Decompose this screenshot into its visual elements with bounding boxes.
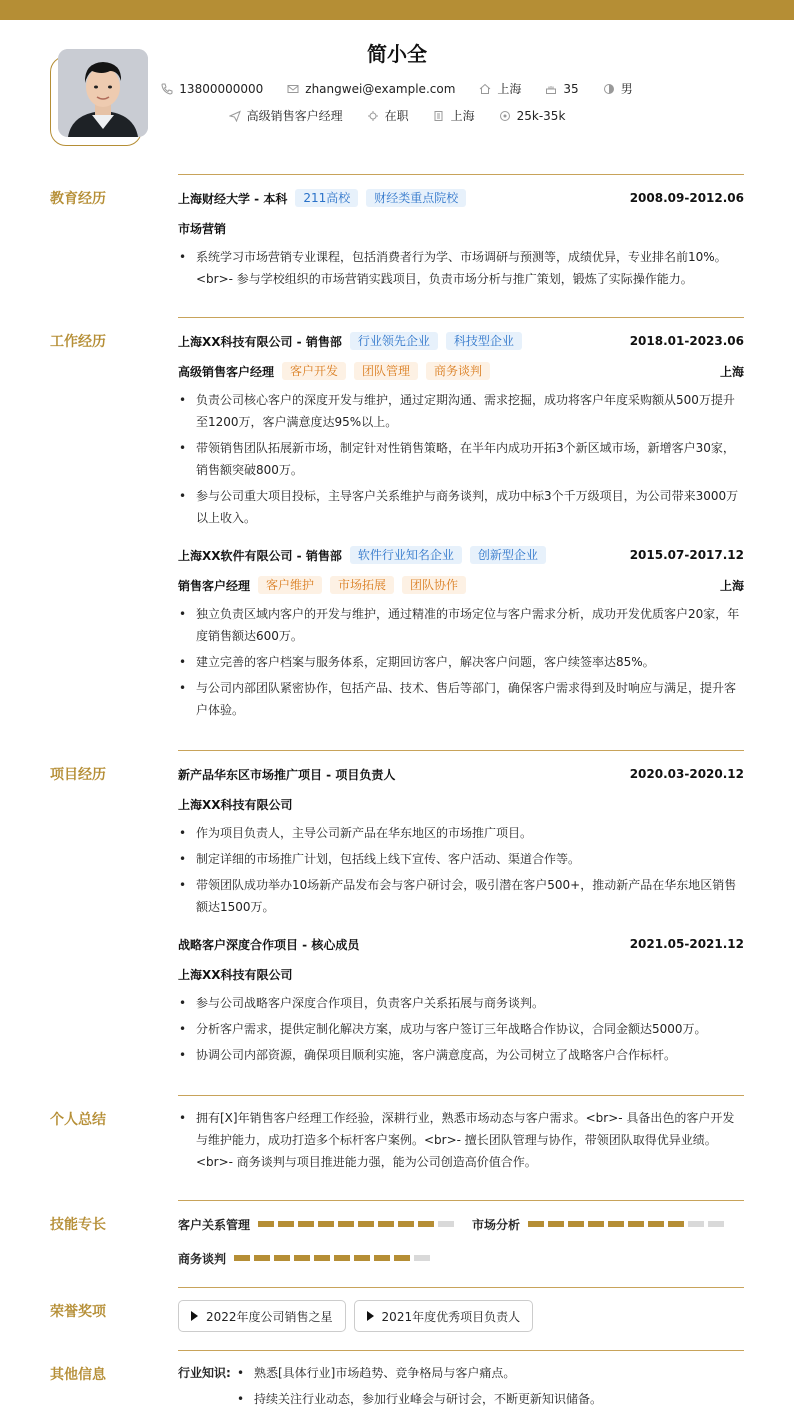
send-icon [229, 110, 241, 122]
list-item: • 与公司内部团队紧密协作，包括产品、技术、售后等部门，确保客户需求得到及时响应与满足，提升客户体验。 [178, 677, 744, 721]
role-tag: 市场拓展 [330, 576, 394, 594]
work-title: 工作经历 [50, 334, 106, 350]
skill-level-segment [418, 1221, 434, 1227]
other-title: 其他信息 [50, 1367, 106, 1383]
company-name: 上海XX软件有限公司 - 销售部 [178, 548, 342, 563]
role-tag: 商务谈判 [426, 362, 490, 380]
skill-level-segment [254, 1255, 270, 1261]
other-bullets [236, 1362, 602, 1414]
skill-level-segment [548, 1221, 564, 1227]
project-name: 新产品华东区市场推广项目 - 项目负责人 [178, 767, 396, 782]
project-period: 2021.05-2021.12 [629, 937, 744, 951]
gear-icon [367, 110, 379, 122]
candidate-name: 简小全 [367, 42, 427, 66]
mail-icon [287, 83, 299, 95]
skill-name: 市场分析 [472, 1217, 521, 1232]
school-tag: 211高校 [295, 189, 358, 207]
award-label: 2021年度优秀项目负责人 [381, 1309, 521, 1324]
job-period: 2018.01-2023.06 [629, 334, 744, 348]
list-item: • 持续关注行业动态，参加行业峰会与研讨会，不断更新知识储备。 [236, 1388, 602, 1410]
location-item [479, 80, 521, 97]
project-period: 2020.03-2020.12 [629, 767, 744, 781]
skill-item [178, 1212, 458, 1236]
skill-level-segment [298, 1221, 314, 1227]
role-tag: 客户开发 [282, 362, 346, 380]
summary-title: 个人总结 [50, 1112, 106, 1128]
target-city-text: 上海 [450, 109, 475, 123]
project-company: 上海XX科技有限公司 [178, 797, 293, 812]
list-item: • 系统学习市场营销专业课程，包括消费者行为学、市场调研与预测等，成绩优异，专业排名前10%。<br>- 参与学校组织的市场营销实践项目，负责市场分析与推广策划，锻炼了实际操作能力。 [178, 246, 744, 290]
status-text: 在职 [384, 109, 409, 123]
play-icon [367, 1311, 374, 1321]
project-header-row [178, 932, 744, 956]
phone-item [161, 82, 263, 96]
contact-line [0, 80, 794, 97]
project-header-row [178, 762, 744, 786]
list-item: • 作为项目负责人，主导公司新产品在华东地区的市场推广项目。 [178, 822, 744, 844]
skill-level-segment [414, 1255, 430, 1261]
company-tag: 创新型企业 [470, 546, 546, 564]
gender-item [603, 80, 633, 97]
role-tag: 团队协作 [402, 576, 466, 594]
skill-level-segment [688, 1221, 704, 1227]
skill-level-segment [588, 1221, 604, 1227]
skill-item [178, 1246, 434, 1270]
email-item [287, 82, 455, 96]
skills-body [178, 1200, 744, 1280]
skill-level-segment [334, 1255, 350, 1261]
project-body [178, 750, 744, 1070]
target-city-item [433, 107, 475, 124]
job-intent-line [0, 107, 794, 124]
job-city: 上海 [719, 578, 744, 593]
list-item: • 熟悉[具体行业]市场趋势、竞争格局与客户痛点。 [236, 1362, 602, 1384]
skills-title: 技能专长 [50, 1217, 106, 1233]
project-company-row [178, 792, 744, 816]
gender-icon [603, 83, 615, 95]
award-label: 2022年度公司销售之星 [206, 1309, 333, 1324]
company-name: 上海XX科技有限公司 - 销售部 [178, 334, 342, 349]
award-item[interactable] [354, 1300, 534, 1332]
company-tag: 行业领先企业 [350, 332, 438, 350]
skill-name: 商务谈判 [178, 1251, 227, 1266]
other-body [178, 1350, 744, 1414]
skill-level-bar [258, 1221, 458, 1227]
job-city: 上海 [719, 364, 744, 379]
phone-text: 13800000000 [179, 81, 264, 96]
skill-level-segment [398, 1221, 414, 1227]
skill-level-segment [708, 1221, 724, 1227]
project-company: 上海XX科技有限公司 [178, 967, 293, 982]
skill-level-segment [314, 1255, 330, 1261]
education-bullets [178, 246, 744, 290]
email-text: zhangwei@example.com [305, 81, 456, 96]
salary-item [499, 109, 566, 123]
job-role-row [178, 359, 744, 383]
home-icon [479, 83, 491, 95]
skill-level-segment [608, 1221, 624, 1227]
summary-body [178, 1095, 744, 1177]
work-body [178, 317, 744, 725]
list-item: • 建立完善的客户档案与服务体系，定期回访客户，解决客户问题，客户续签率达85%。 [178, 651, 744, 673]
list-item: • 制定详细的市场推广计划，包括线上线下宣传、客户活动、渠道合作等。 [178, 848, 744, 870]
skill-level-bar [528, 1221, 728, 1227]
role-tag: 团队管理 [354, 362, 418, 380]
list-item: • 负责公司核心客户的深度开发与维护，通过定期沟通、需求挖掘，成功将客户年度采购额从500万提升至1200万，客户满意度达95%以上。 [178, 389, 744, 433]
location-text: 上海 [497, 82, 522, 96]
skill-level-segment [358, 1221, 374, 1227]
skill-level-segment [258, 1221, 274, 1227]
skill-name: 客户关系管理 [178, 1217, 251, 1232]
skill-level-segment [394, 1255, 410, 1261]
summary-bullets [178, 1107, 744, 1173]
job-role-row [178, 573, 744, 597]
job-period: 2015.07-2017.12 [629, 548, 744, 562]
company-tag: 科技型企业 [446, 332, 522, 350]
list-item: • 拥有[X]年销售客户经理工作经验，深耕行业，熟悉市场动态与客户需求。<br>- 具备出色的客户开发与维护能力，成功打造多个标杆客户案例。<br>- 擅长团队管理与协作，带领团队取得优异业绩。<br>- 商务谈判与项目推进能力强，能为公司创造高价值合作。 [178, 1107, 744, 1173]
skill-level-segment [528, 1221, 544, 1227]
skill-level-segment [338, 1221, 354, 1227]
skill-level-segment [628, 1221, 644, 1227]
awards-list [178, 1300, 744, 1332]
company-tag: 软件行业知名企业 [350, 546, 462, 564]
list-item: • 带领团队成功举办10场新产品发布会与客户研讨会，吸引潜在客户500+，推动新产品在华东地区销售额达1500万。 [178, 874, 744, 918]
list-item: • 带领销售团队拓展新市场，制定针对性销售策略，在半年内成功开拓3个新区域市场，新增客户30家，销售额突破800万。 [178, 437, 744, 481]
project-company-row [178, 962, 744, 986]
skill-level-segment [274, 1255, 290, 1261]
major-name: 市场营销 [178, 221, 227, 236]
skill-level-segment [378, 1221, 394, 1227]
coin-icon [499, 110, 511, 122]
job-bullets [178, 603, 744, 721]
phone-icon [161, 83, 173, 95]
award-item[interactable] [178, 1300, 346, 1332]
skill-level-segment [568, 1221, 584, 1227]
job-company-row [178, 543, 744, 567]
school-tag: 财经类重点院校 [366, 189, 466, 207]
role-name: 销售客户经理 [178, 578, 251, 593]
school-name: 上海财经大学 - 本科 [178, 191, 288, 206]
education-title: 教育经历 [50, 191, 106, 207]
skill-level-segment [294, 1255, 310, 1261]
age-text: 35 [563, 81, 579, 96]
skills-list [178, 1212, 744, 1280]
project-name: 战略客户深度合作项目 - 核心成员 [178, 937, 360, 952]
list-item: • 参与公司战略客户深度合作项目，负责客户关系拓展与商务谈判。 [178, 992, 744, 1014]
status-item [367, 107, 409, 124]
major-row [178, 216, 744, 240]
skill-level-segment [354, 1255, 370, 1261]
job-company-row [178, 329, 744, 353]
skill-level-segment [318, 1221, 334, 1227]
project-bullets [178, 822, 744, 918]
education-body [178, 174, 744, 294]
project-title: 项目经历 [50, 767, 106, 783]
gender-text: 男 [620, 82, 633, 96]
list-item: • 分析客户需求，提供定制化解决方案，成功与客户签订三年战略合作协议，合同金额达5000万。 [178, 1018, 744, 1040]
salary-text: 25k-35k [516, 108, 566, 123]
other-label: 行业知识: [178, 1366, 231, 1380]
education-header-row [178, 186, 744, 210]
other-row [178, 1362, 744, 1414]
job-entry [178, 543, 744, 721]
position-item [229, 107, 343, 124]
skill-level-segment [648, 1221, 664, 1227]
awards-body [178, 1287, 744, 1332]
project-entry [178, 762, 744, 918]
skill-level-segment [374, 1255, 390, 1261]
age-icon [545, 83, 557, 95]
list-item: • 独立负责区域内客户的开发与维护，通过精准的市场定位与客户需求分析，成功开发优质客户20家，年度销售额达600万。 [178, 603, 744, 647]
skill-item [472, 1212, 728, 1236]
education-period: 2008.09-2012.06 [629, 191, 744, 205]
list-item: • 参与公司重大项目投标，主导客户关系维护与商务谈判，成功中标3个千万级项目，为公司带来3000万以上收入。 [178, 485, 744, 529]
building-icon [433, 110, 445, 122]
job-bullets [178, 389, 744, 529]
role-tag: 客户维护 [258, 576, 322, 594]
skill-level-segment [278, 1221, 294, 1227]
position-text: 高级销售客户经理 [246, 109, 343, 123]
skill-level-bar [234, 1255, 434, 1261]
project-entry [178, 932, 744, 1066]
skill-level-segment [668, 1221, 684, 1227]
skill-level-segment [234, 1255, 250, 1261]
project-bullets [178, 992, 744, 1066]
play-icon [191, 1311, 198, 1321]
job-entry [178, 329, 744, 529]
top-accent-bar [0, 0, 794, 20]
list-item: • 协调公司内部资源，确保项目顺利实施，客户满意度高，为公司树立了战略客户合作标杆。 [178, 1044, 744, 1066]
age-item [545, 82, 578, 96]
role-name: 高级销售客户经理 [178, 364, 275, 379]
awards-title: 荣誉奖项 [50, 1304, 106, 1320]
skill-level-segment [438, 1221, 454, 1227]
